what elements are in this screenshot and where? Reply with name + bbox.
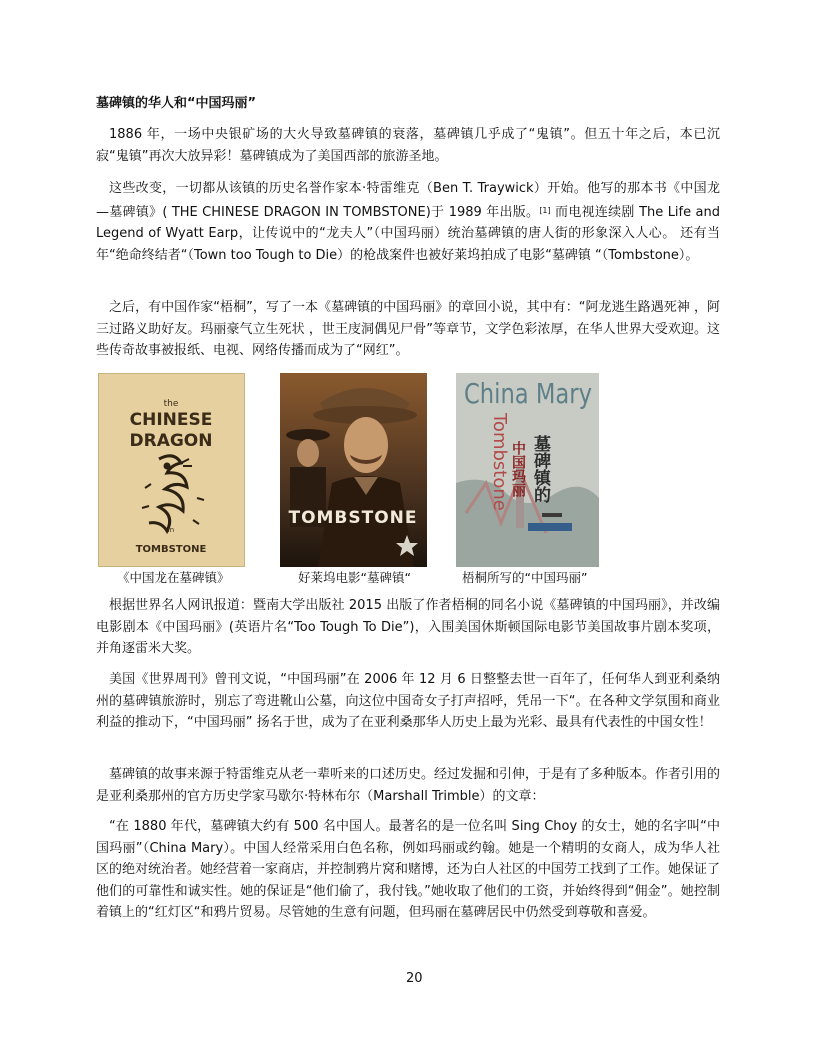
chinese-dragon-book-cover (98, 373, 245, 567)
paragraph: 墓碑镇的故事来源于特雷维克从老一辈听来的口述历史。经过发掘和引伸，于是有了多种版本。作者引用的是亚利桑那州的官方历史学家马歇尔·特林布尔（Marshall Trimble）的文章： (96, 767, 721, 804)
cover-text-in: in (167, 526, 175, 534)
paragraph: 美国《世界周刊》曾刊文说，“中国玛丽”在 2006 年 12 月 6 日整整去世一百年了，任何华人到亚利桑纳州的墓碑镇旅游时，别忘了弯进靴山公墓，向这位中国奇女子打声招呼，凭吊一下“。在各种文学氛围和商业利益的推动下，“中国玛丽” 扬名于世，成为了在亚利桑那华人历史上最为光彩、最具有代表性的中国女性！ (96, 672, 720, 730)
cover-title-zh-right: 墓碑镇的 (530, 435, 550, 503)
tombstone-movie-poster (280, 373, 427, 567)
cover-text-dragon: DRAGON (129, 431, 213, 451)
paragraph-text: 这些改变，一切都从该镇的历史名誉作家本·特雷维克（Ben T. Traywick）开始。他写的那本书《中国龙—墓碑镇》( THE CHINESE DRAGON IN TOMBSTONE)于 1989 年出版。 (96, 181, 720, 220)
cover-text-tombstone: TOMBSTONE (135, 544, 207, 555)
paragraph: “在 1880 年代，墓碑镇大约有 500 名中国人。最著名的是一位名叫 Sing Choy 的女士，她的名字叫“中国玛丽”（China Mary）。中国人经常采用白色名称，例如玛丽或约翰。她是一个精明的女商人，成为华人社区的绝对统治者。她经营着一家商店，并控制鸦片窝和赌博，还为白人社区的中国劳工找到了工作。她保证了他们的可靠性和诚实性。她的保证是“他们偷了，我付钱。”她收取了他们的工资，并始终得到“佣金”。她控制着镇上的“红灯区“和鸦片贸易。尽管她的生意有问题，但玛丽在墓碑居民中仍然受到尊敬和喜爱。 (96, 819, 721, 920)
china-mary-book-cover (456, 373, 599, 567)
paragraph: 根据世界名人网讯报道：暨南大学出版社 2015 出版了作者梧桐的同名小说《墓碑镇的中国玛丽》，并改编电影剧本《中国玛丽》(英语片名“Too Tough To Die”)，入围美国休斯顿国际电影节美国故事片剧本奖项，并角逐雷米大奖。 (96, 598, 720, 656)
paragraph-text: 而电视连续剧 The Life and Legend of Wyatt Earp，让传说中的“龙夫人”（中国玛丽）统治墓碑镇的唐人街的形象深入人心。 还有当年“绝命终结者“（Town too Tough to Die）的枪战案件也被好莱坞拍成了电影“墓碑镇 “（Tombstone）。 (96, 204, 720, 263)
footnote-ref[interactable]: [1] (539, 205, 551, 215)
cover-side-title: Tombstone (489, 413, 510, 511)
paragraph: 之后，有中国作家“梧桐”，写了一本《墓碑镇的中国玛丽》的章回小说，其中有：“阿龙逃生路遇死神 ，阿三过路义助好友。玛丽豪气立生死状 ，世王庋洞偶见尸骨”等章节，文学色彩浓厚，在华人世界大受欢迎。这些传奇故事被报纸、电视、网络传播而成为了“网红”。 (96, 300, 720, 358)
figure-caption: 《中国龙在墓碑镇》 (117, 570, 230, 585)
cover-title-en: China Mary (464, 377, 592, 410)
paragraph (96, 178, 720, 266)
cover-title-zh-left: 中国玛丽 (510, 441, 526, 497)
poster-title: TOMBSTONE (288, 508, 418, 528)
figure-caption: 好莱坞电影“墓碑镇“ (298, 570, 411, 585)
page-number: 20 (406, 971, 423, 986)
dragon-illustration (142, 456, 204, 531)
cover-text-chinese: CHINESE (129, 410, 213, 430)
paragraph: 1886 年，一场中央银矿场的大火导致墓碑镇的衰落，墓碑镇几乎成了“鬼镇”。但五十年之后，本已沉寂“鬼镇”再次大放异彩！墓碑镇成为了美国西部的旅游圣地。 (96, 127, 720, 164)
section-heading: 墓碑镇的华人和“中国玛丽” (96, 96, 257, 111)
figure-caption: 梧桐所写的“中国玛丽” (462, 570, 588, 585)
cover-text-the: the (163, 399, 179, 409)
